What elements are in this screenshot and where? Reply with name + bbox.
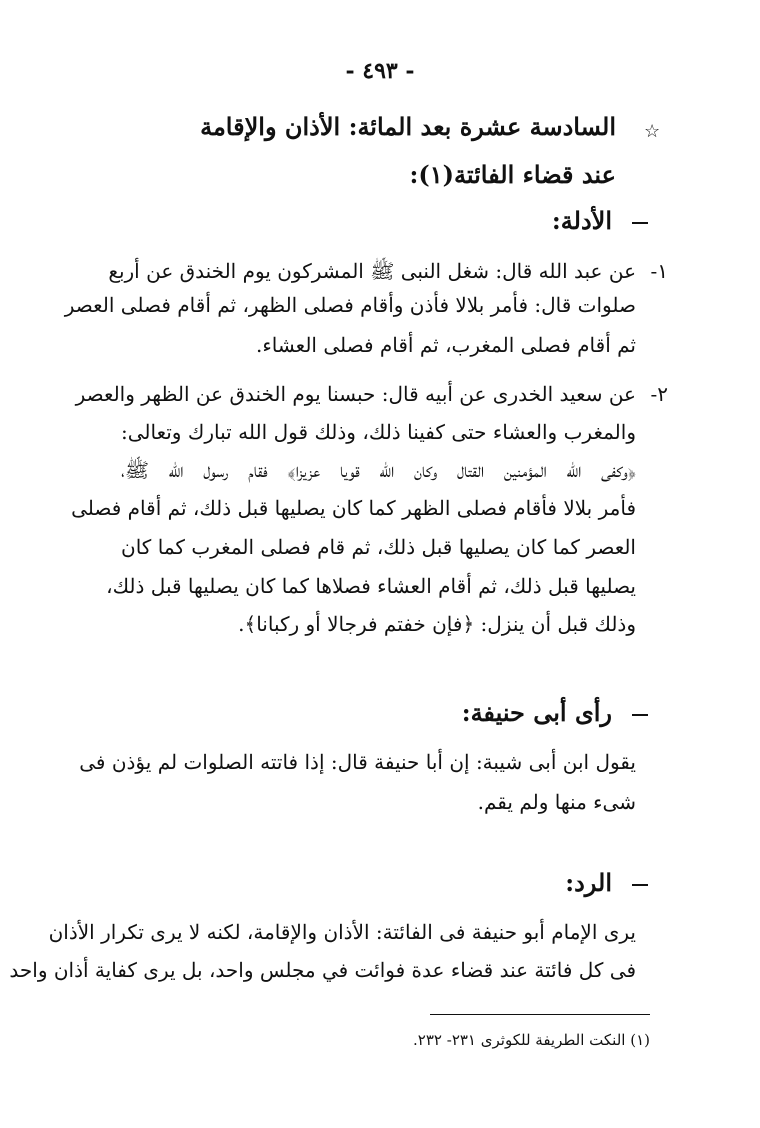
item-2-line-5: العصر كما كان يصليها قبل ذلك، ثم قام فصلى المغرب كما كان: [121, 535, 636, 559]
abu-hanifa-dash: [632, 714, 648, 716]
reply-dash: [632, 884, 648, 886]
item-2-line-3: ﴿وكفى الله المؤمنين القتال وكان الله قويا عزيزا﴾ فقام رسول الله ﷺ،: [121, 458, 636, 482]
abu-hanifa-line-2: شىء منها ولم يقم.: [477, 790, 636, 814]
abu-hanifa-heading: رأى أبى حنيفة:: [461, 698, 612, 727]
abu-hanifa-line-1: يقول ابن أبى شيبة: إن أبا حنيفة قال: إذا فاتته الصلوات لم يؤذن فى: [79, 750, 636, 774]
item-1-line-1: عن عبد الله قال: شغل النبى ﷺ المشركون يوم الخندق عن أربع: [108, 259, 636, 283]
footnote-divider: [430, 1014, 650, 1015]
item-1-line-3: ثم أقام فصلى المغرب، ثم أقام فصلى العشاء.: [255, 333, 636, 357]
footnote: (١) النكت الطريفة للكوثرى ٢٣١- ٢٣٢.: [413, 1031, 650, 1049]
page-number: - ٤٩٣ -: [345, 58, 415, 84]
reply-line-1: يرى الإمام أبو حنيفة فى الفائتة: الأذان والإقامة، لكنه لا يرى تكرار الأذان: [48, 920, 636, 944]
reply-line-2: فى كل فائتة عند قضاء عدة فوائت في مجلس واحد، بل يرى كفاية أذان واحد: [9, 958, 636, 982]
item-2-line-4: فأمر بلالا فأقام فصلى الظهر كما كان يصليها قبل ذلك، ثم أقام فصلى: [71, 496, 636, 520]
section-title-line1: السادسة عشرة بعد المائة: الأذان والإقامة: [200, 112, 616, 141]
section-title-line2: عند قضاء الفائتة(١):: [409, 160, 616, 189]
star-icon: ☆: [644, 121, 661, 142]
evidence-dash: [632, 222, 648, 224]
reply-heading: الرد:: [565, 868, 612, 897]
item-2-line-1: عن سعيد الخدرى عن أبيه قال: حبسنا يوم الخندق عن الظهر والعصر: [75, 382, 636, 406]
item-2-line-6: يصليها قبل ذلك، ثم أقام العشاء فصلاها كما كان يصليها قبل ذلك،: [106, 574, 636, 598]
evidence-heading: الأدلة:: [551, 206, 612, 235]
item-2-line-7: وذلك قبل أن ينزل: ﴿فإن خفتم فرجالا أو ركبانا﴾.: [238, 612, 636, 636]
item-1-number: ١-: [650, 259, 668, 283]
item-2-number: ٢-: [650, 382, 668, 406]
item-1-line-2: صلوات قال: فأمر بلالا فأذن وأقام فصلى الظهر، ثم أقام فصلى العصر: [64, 293, 636, 317]
item-2-line-2: والمغرب والعشاء حتى كفينا ذلك، وذلك قول الله تبارك وتعالى:: [121, 420, 636, 444]
